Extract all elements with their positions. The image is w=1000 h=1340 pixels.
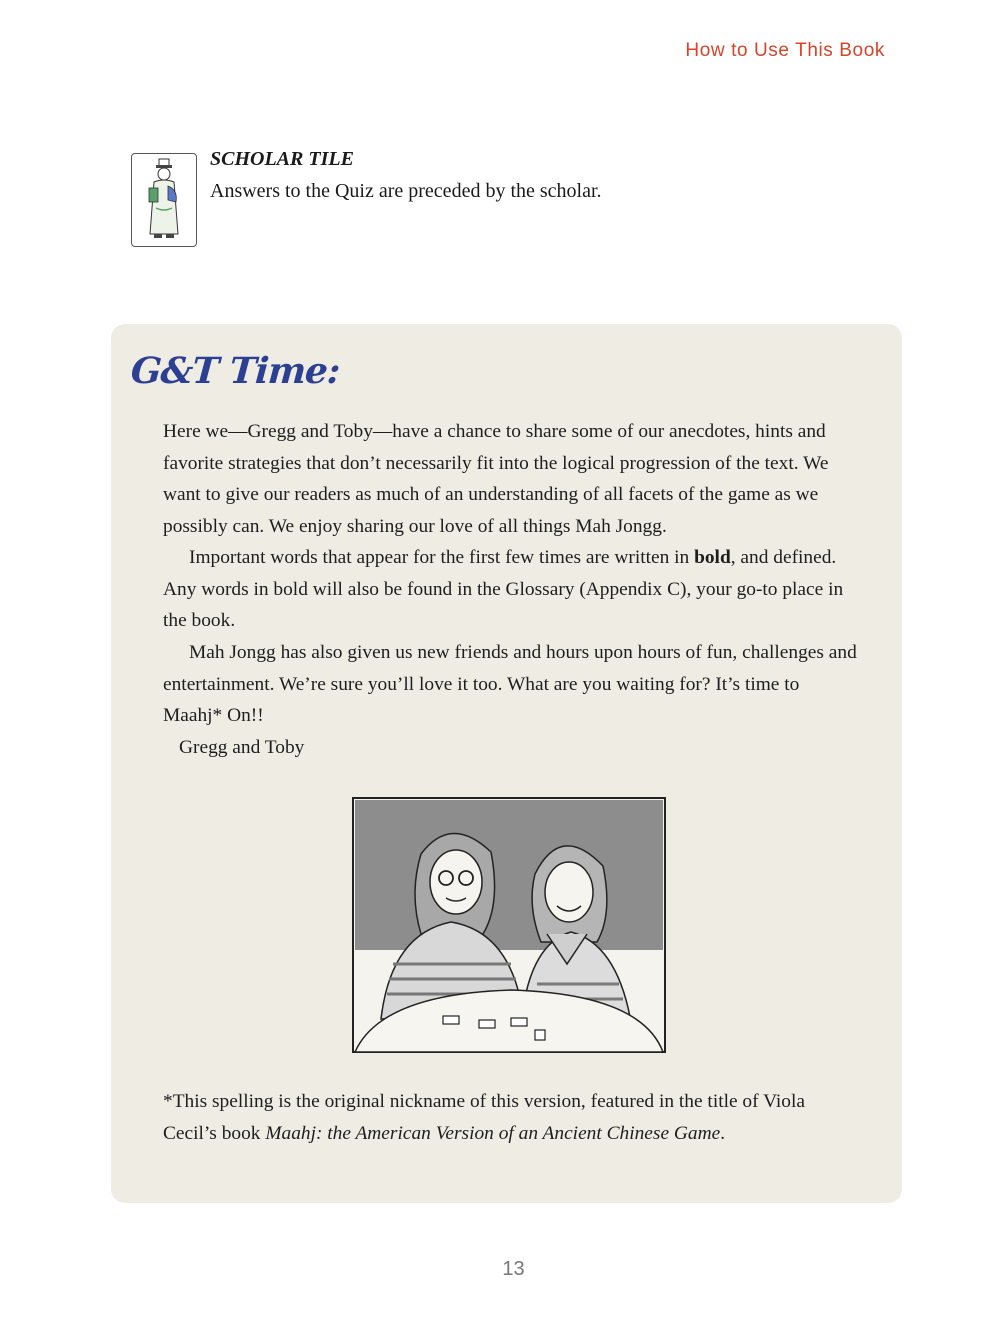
paragraph-bold-words bbox=[163, 542, 863, 637]
scholar-tile-description: Answers to the Quiz are preceded by the scholar. bbox=[210, 180, 602, 202]
gregg-and-toby-illustration bbox=[351, 794, 667, 1056]
paragraph-friends bbox=[163, 637, 863, 732]
p2-bold-word: bold bbox=[694, 547, 731, 568]
p3-text: Mah Jongg has also given us new friends and hours upon hours of fun, challenges and entertainment. We’re sure you’ll love it too. What are you waiting for? It’s time to Maahj* On!! bbox=[163, 642, 857, 726]
p2-text-after: , and defined. Any words in bold will also be found in the Glossary (Appendix C), your go-to place in the book. bbox=[163, 547, 844, 631]
running-head: How to Use This Book bbox=[685, 40, 885, 61]
paragraph-intro: Here we—Gregg and Toby—have a chance to share some of our anecdotes, hints and favorite strategies that don’t necessarily fit into the logical progression of the text. We want to give our readers as much of an understanding of all facets of the game as we possibly can. We enjoy sharing our love of all things Mah Jongg. bbox=[163, 421, 829, 537]
gt-time-panel bbox=[111, 324, 902, 1203]
p2-text-before: Important words that appear for the first few times are written in bbox=[189, 547, 695, 568]
footnote-text-before: *This spelling is the original nickname of this version, featured in the title of Viola Cecil’s book bbox=[163, 1091, 806, 1144]
signature: Gregg and Toby bbox=[179, 737, 305, 758]
scholar-tile-title: SCHOLAR TILE bbox=[210, 148, 354, 170]
page-number: 13 bbox=[502, 1258, 525, 1280]
footnote-book-title: Maahj: the American Version of an Ancient Chinese Game bbox=[265, 1123, 721, 1144]
footnote bbox=[163, 1086, 863, 1150]
scholar-tile-icon bbox=[131, 153, 197, 247]
panel-title: G&T Time: bbox=[129, 350, 341, 392]
footnote-text-after: . bbox=[720, 1123, 726, 1144]
